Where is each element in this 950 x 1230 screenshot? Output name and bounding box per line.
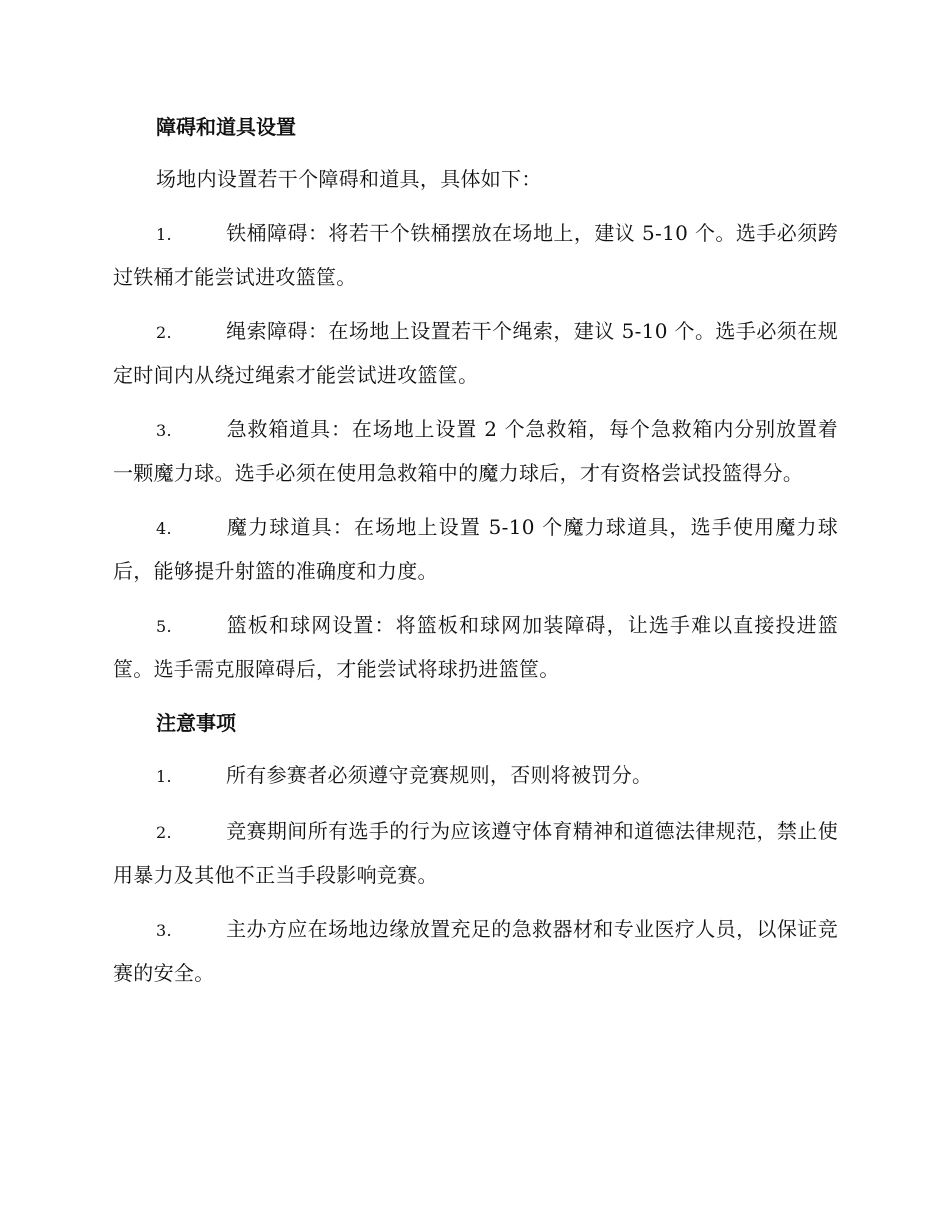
list-text: 篮板和球网设置：将篮板和球网加装障碍，让选手难以直接投进篮筐。选手需克服障碍后，才能尝试将球扔进篮筐。 bbox=[113, 613, 838, 681]
list-number: 1. bbox=[156, 767, 172, 786]
list-item bbox=[113, 810, 838, 896]
list-text: 急救箱道具：在场地上设置 2 个急救箱，每个急救箱内分别放置着一颗魔力球。选手必须在使用急救箱中的魔力球后，才有资格尝试投篮得分。 bbox=[113, 417, 838, 485]
document-body bbox=[113, 106, 838, 1006]
list-number: 1. bbox=[156, 225, 172, 244]
list-text: 铁桶障碍：将若干个铁桶摆放在场地上，建议 5-10 个。选手必须跨过铁桶才能尝试进攻篮筐。 bbox=[113, 221, 838, 289]
list-text: 魔力球道具：在场地上设置 5-10 个魔力球道具，选手使用魔力球后，能够提升射篮的准确度和力度。 bbox=[113, 515, 838, 583]
list-item bbox=[113, 604, 838, 690]
list-item bbox=[113, 310, 838, 396]
list-text: 绳索障碍：在场地上设置若干个绳索，建议 5-10 个。选手必须在规定时间内从绕过绳索才能尝试进攻篮筐。 bbox=[113, 319, 838, 387]
list-number: 5. bbox=[156, 617, 172, 636]
list-text: 主办方应在场地边缘放置充足的急救器材和专业医疗人员，以保证竞赛的安全。 bbox=[113, 917, 838, 985]
list-number: 3. bbox=[156, 421, 172, 440]
list-item bbox=[113, 408, 838, 494]
list-text: 竞赛期间所有选手的行为应该遵守体育精神和道德法律规范，禁止使用暴力及其他不正当手段影响竞赛。 bbox=[113, 819, 838, 887]
list-number: 3. bbox=[156, 921, 172, 940]
section-heading-obstacles: 障碍和道具设置 bbox=[156, 115, 296, 139]
list-number: 4. bbox=[156, 519, 172, 538]
list-item bbox=[113, 212, 838, 298]
list-item bbox=[113, 908, 838, 994]
section-intro: 场地内设置若干个障碍和道具，具体如下： bbox=[156, 167, 542, 191]
list-text: 所有参赛者必须遵守竞赛规则，否则将被罚分。 bbox=[226, 763, 653, 787]
list-item bbox=[113, 506, 838, 592]
list-number: 2. bbox=[156, 323, 172, 342]
list-item bbox=[113, 754, 838, 798]
list-number: 2. bbox=[156, 823, 172, 842]
section-heading-notes: 注意事项 bbox=[156, 711, 236, 735]
